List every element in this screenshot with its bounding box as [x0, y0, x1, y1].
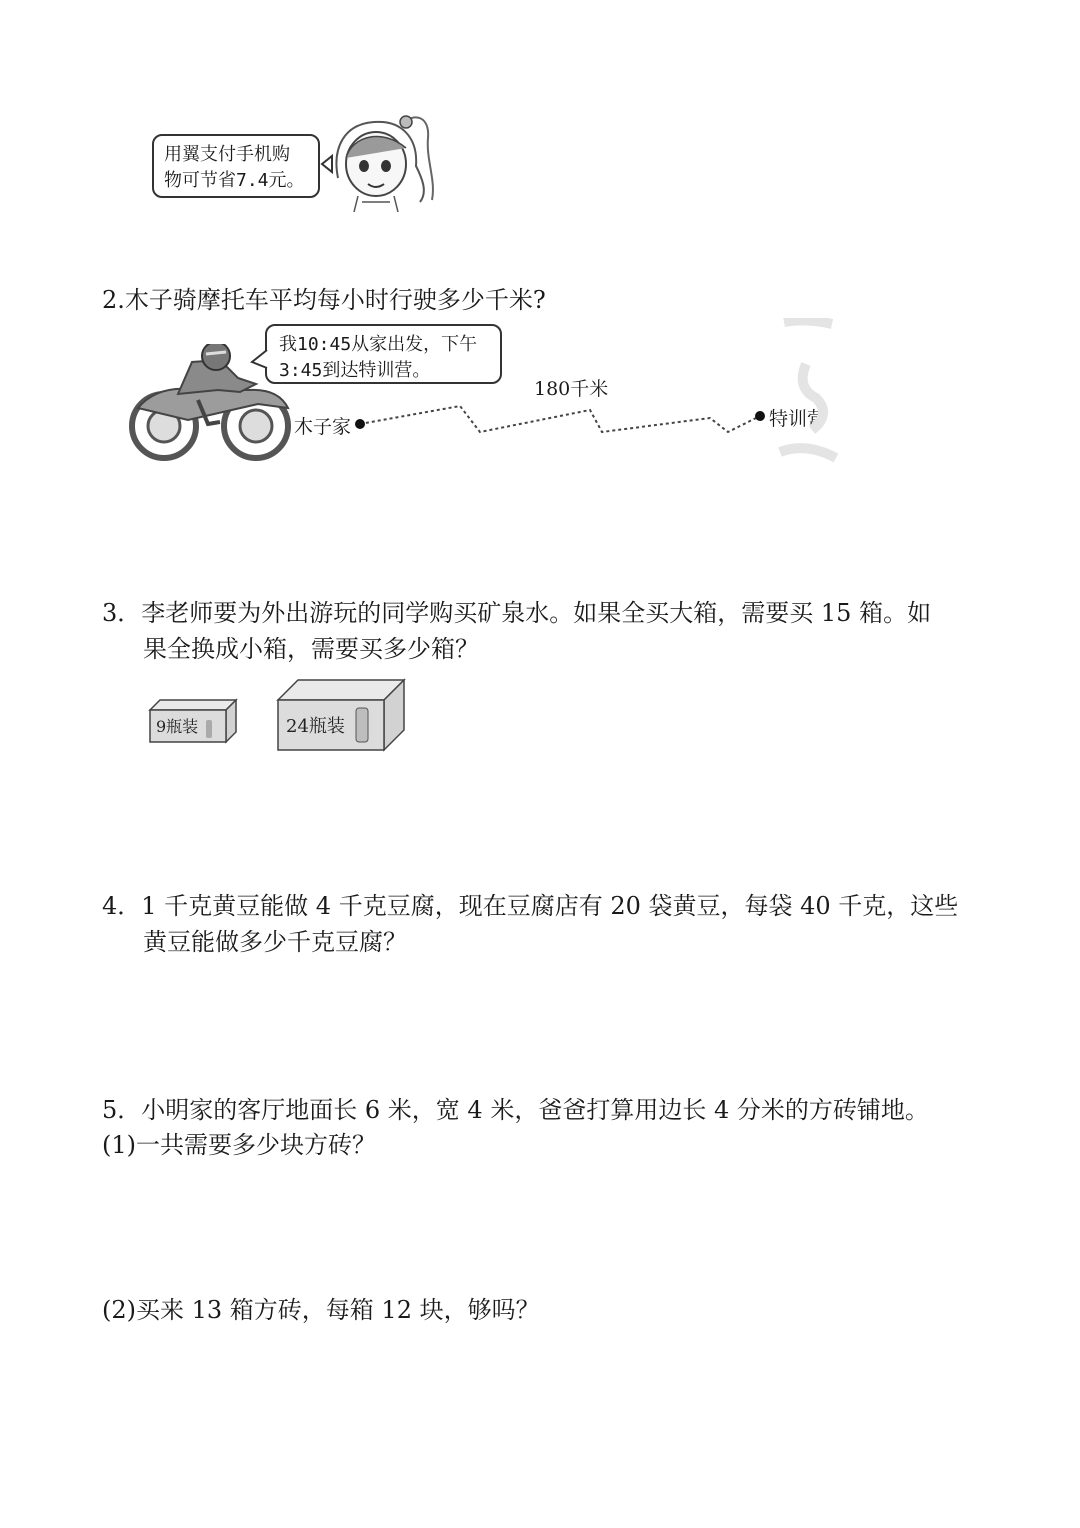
question-2-title: 2.木子骑摩托车平均每小时行驶多少千米? — [102, 286, 546, 314]
distance-label: 180千米 — [534, 378, 609, 400]
question-4-line1: 4．1 千克黄豆能做 4 千克豆腐，现在豆腐店有 20 袋黄豆，每袋 40 千克，这些 — [102, 892, 959, 920]
question-3-line1: 3．李老师要为外出游玩的同学购买矿泉水。如果全买大箱，需要买 15 箱。如 — [102, 599, 932, 627]
girl-bubble-line2: 物可节省7.4元。 — [164, 170, 305, 191]
route-background-scenery — [776, 318, 838, 464]
rider-bubble-tail — [250, 348, 268, 370]
question-5-line1: 5．小明家的客厅地面长 6 米，宽 4 米，爸爸打算用边长 4 分米的方砖铺地。 — [102, 1096, 929, 1124]
rider-speech-bubble — [265, 324, 502, 384]
girl-speech-bubble — [152, 134, 320, 198]
question-3-line2: 果全换成小箱，需要买多少箱？ — [143, 635, 479, 663]
girl-bubble-line1: 用翼支付手机购 — [164, 144, 290, 165]
question-5-part2: (2)买来 13 箱方砖，每箱 12 块，够吗？ — [102, 1296, 540, 1324]
end-dot — [755, 411, 765, 421]
girl-illustration — [318, 108, 442, 212]
rider-bubble-line2: 3:45到达特训营。 — [279, 360, 431, 381]
big-box-label: 24瓶装 — [286, 716, 345, 737]
end-location-label: 特训营 — [769, 408, 827, 430]
route-path — [350, 396, 770, 442]
start-location-label: 木子家 — [294, 416, 352, 438]
small-box-label: 9瓶装 — [156, 717, 199, 736]
rider-bubble-line1: 我10:45从家出发，下午 — [279, 334, 478, 355]
question-4-line2: 黄豆能做多少千克豆腐？ — [143, 928, 407, 956]
question-5-part1: (1)一共需要多少块方砖？ — [102, 1131, 376, 1159]
start-dot — [355, 419, 365, 429]
